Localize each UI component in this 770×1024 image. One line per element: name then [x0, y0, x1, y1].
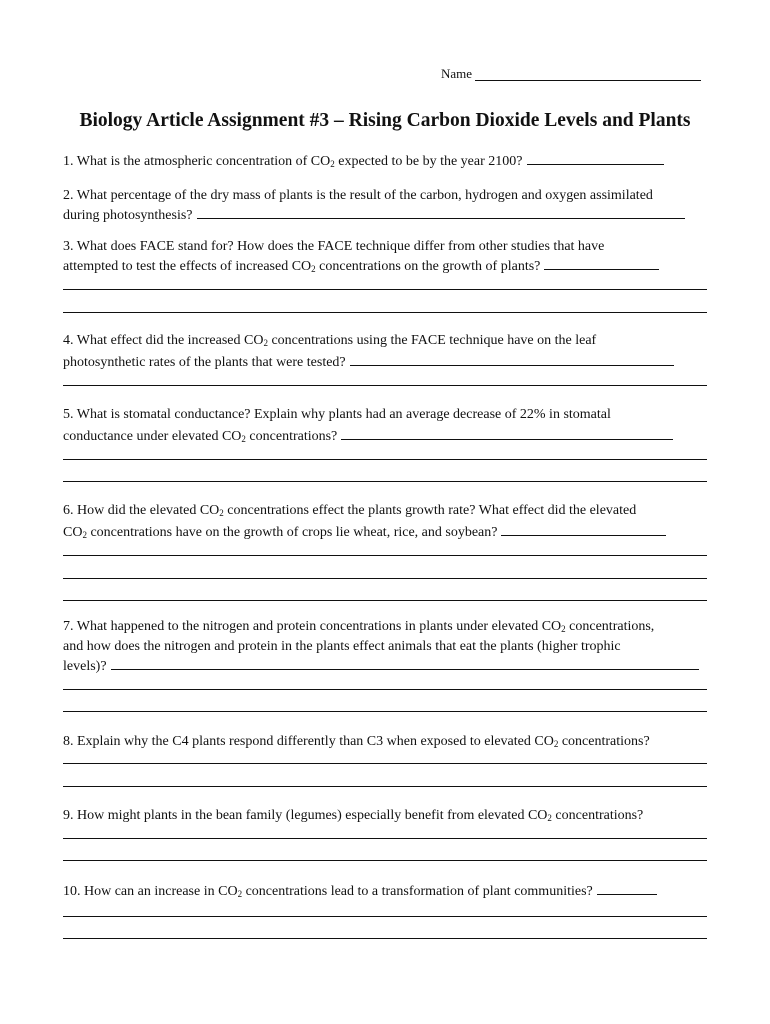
answer-blank-1[interactable]	[527, 163, 664, 165]
answer-line[interactable]	[63, 481, 707, 482]
name-label: Name	[441, 66, 473, 81]
answer-blank-7[interactable]	[111, 668, 699, 670]
answer-line[interactable]	[63, 312, 707, 313]
name-blank[interactable]	[475, 80, 701, 81]
question-4: 4. What effect did the increased $CO_2$ concentrations using the FACE technique have on the leaf photosynthetic rates of the plants that were tested?	[63, 331, 713, 373]
answer-blank-2[interactable]	[197, 217, 685, 219]
answer-line[interactable]	[63, 938, 707, 939]
question-8: 8. Explain why the C4 plants respond differently than C3 when exposed to elevated $CO_2$ concentrations?	[63, 734, 650, 749]
answer-line[interactable]	[63, 289, 707, 290]
answer-line[interactable]	[63, 916, 707, 917]
answer-blank-5[interactable]	[341, 438, 673, 440]
answer-blank-4[interactable]	[350, 364, 674, 366]
question-10: 10. How can an increase in $CO_2$ concentrations lead to a transformation of plant communities?	[63, 882, 713, 902]
answer-line[interactable]	[63, 689, 707, 690]
question-3: 3. What does FACE stand for? How does the FACE technique differ from other studies that have attempted to test the effects of increased $CO_2$ concentrations on the growth of plants?	[63, 237, 713, 277]
question-7: 7. What happened to the nitrogen and protein concentrations in plants under elevated $CO_2$ concentrations, and how does the nitrogen and protein in the plants effect animals that eat the plants (higher trophic levels)?	[63, 617, 713, 677]
answer-line[interactable]	[63, 711, 707, 712]
answer-line[interactable]	[63, 600, 707, 601]
answer-line[interactable]	[63, 385, 707, 386]
answer-line[interactable]	[63, 555, 707, 556]
question-5: 5. What is stomatal conductance? Explain why plants had an average decrease of 22% in stomatal conductance under elevated $CO_2$ concentrations?	[63, 405, 713, 447]
question-1: 1. What is the atmospheric concentration of $CO_2$ expected to be by the year 2100?	[63, 152, 713, 172]
answer-line[interactable]	[63, 838, 707, 839]
answer-blank-10[interactable]	[597, 893, 657, 895]
question-9: 9. How might plants in the bean family (legumes) especially benefit from elevated $CO_2$ concentrations?	[63, 808, 644, 823]
answer-blank-3[interactable]	[544, 268, 659, 270]
question-6: 6. How did the elevated $CO_2$ concentrations effect the plants growth rate? What effect did the elevated $CO_2$ concentrations have on the growth of crops lie wheat, rice, and soybean?	[63, 501, 713, 543]
page-title: Biology Article Assignment #3 – Rising Carbon Dioxide Levels and Plants	[79, 110, 691, 131]
answer-line[interactable]	[63, 459, 707, 460]
answer-line[interactable]	[63, 763, 707, 764]
answer-blank-6[interactable]	[501, 534, 666, 536]
name-field[interactable]	[441, 66, 711, 82]
answer-line[interactable]	[63, 860, 707, 861]
answer-line[interactable]	[63, 578, 707, 579]
answer-line[interactable]	[63, 786, 707, 787]
question-2: 2. What percentage of the dry mass of plants is the result of the carbon, hydrogen and oxygen assimilated during photosynthesis?	[63, 186, 713, 226]
